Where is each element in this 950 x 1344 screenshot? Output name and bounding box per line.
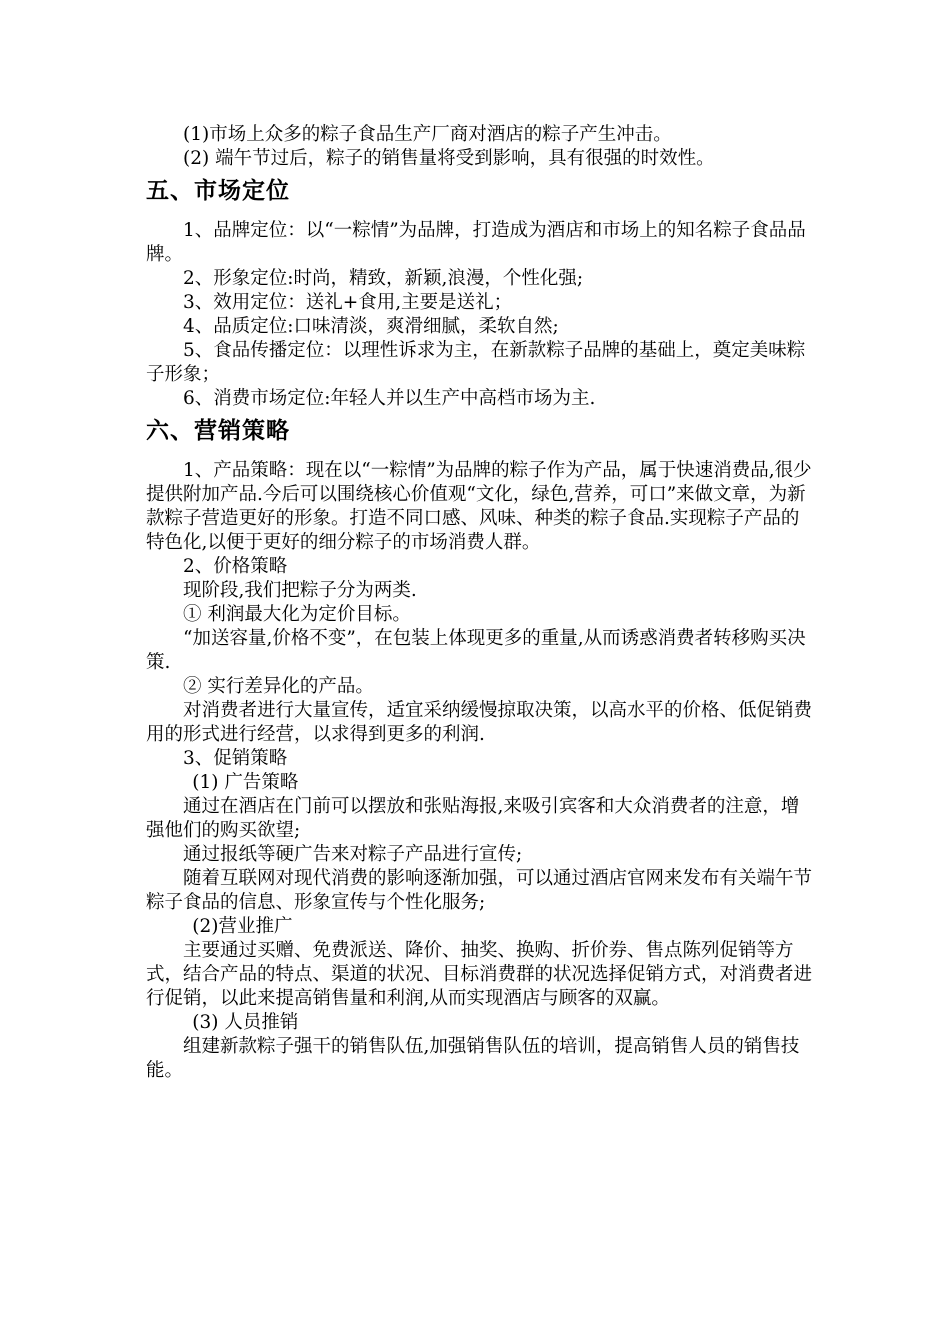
section-heading-marketing-strategy: 六、营销策略: [146, 418, 290, 444]
section-heading-market-positioning: 五、市场定位: [146, 178, 290, 204]
paragraph: 2、价格策略: [183, 556, 288, 577]
paragraph: 1、品牌定位：以“一粽情”为品牌，打造成为酒店和市场上的知名粽子食品品牌。: [146, 220, 806, 265]
paragraph: 2、形象定位:时尚，精致，新颖,浪漫，个性化强;: [183, 268, 584, 289]
paragraph: (2) 端午节过后，粽子的销售量将受到影响，具有很强的时效性。: [183, 148, 715, 169]
document-page: [146, 123, 816, 1083]
subheading: (3) 人员推销: [192, 1012, 299, 1033]
paragraph: (1)市场上众多的粽子食品生产厂商对酒店的粽子产生冲击。: [183, 124, 672, 145]
paragraph: 主要通过买赠、免费派送、降价、抽奖、换购、折价券、售点陈列促销等方式，结合产品的特点、渠道的状况、目标消费群的状况选择促销方式，对消费者进行促销，以此来提高销售量和利润,从而实现酒店与顾客的双赢。: [146, 940, 813, 1009]
paragraph: 现阶段,我们把粽子分为两类.: [183, 580, 417, 601]
paragraph: ② 实行差异化的产品。: [183, 676, 374, 697]
paragraph: 5、食品传播定位：以理性诉求为主，在新款粽子品牌的基础上，奠定美味粽子形象；: [146, 340, 806, 385]
paragraph: 通过在酒店在门前可以摆放和张贴海报,来吸引宾客和大众消费者的注意，增强他们的购买欲望;: [146, 796, 800, 841]
paragraph: 4、品质定位:口味清淡，爽滑细腻，柔软自然;: [183, 316, 559, 337]
paragraph: 组建新款粽子强干的销售队伍,加强销售队伍的培训，提高销售人员的销售技能。: [146, 1036, 800, 1081]
paragraph: 随着互联网对现代消费的影响逐渐加强，可以通过酒店官网来发布有关端午节粽子食品的信息、形象宣传与个性化服务;: [146, 868, 813, 913]
paragraph: 3、效用定位：送礼+食用,主要是送礼；: [183, 292, 513, 313]
paragraph: “加送容量,价格不变”，在包装上体现更多的重量,从而诱惑消费者转移购买决策.: [146, 628, 806, 673]
paragraph: 通过报纸等硬广告来对粽子产品进行宣传;: [183, 844, 523, 865]
paragraph: 1、产品策略：现在以“一粽情”为品牌的粽子作为产品，属于快速消费品,很少提供附加产品.今后可以围绕核心价值观“文化，绿色,营养，可口”来做文章，为新款粽子营造更好的形象。打造不同口感、风味、种类的粽子食品.实现粽子产品的特色化,以便于更好的细分粽子的市场消费人群。: [146, 460, 812, 553]
subheading: (1) 广告策略: [192, 772, 299, 793]
paragraph: 对消费者进行大量宣传，适宜采纳缓慢掠取决策，以高水平的价格、低促销费用的形式进行经营，以求得到更多的利润.: [146, 700, 813, 745]
paragraph: ① 利润最大化为定价目标。: [183, 604, 411, 625]
paragraph: 6、消费市场定位:年轻人并以生产中高档市场为主.: [183, 388, 596, 409]
paragraph: 3、促销策略: [183, 748, 288, 769]
subheading: (2)营业推广: [192, 916, 293, 937]
